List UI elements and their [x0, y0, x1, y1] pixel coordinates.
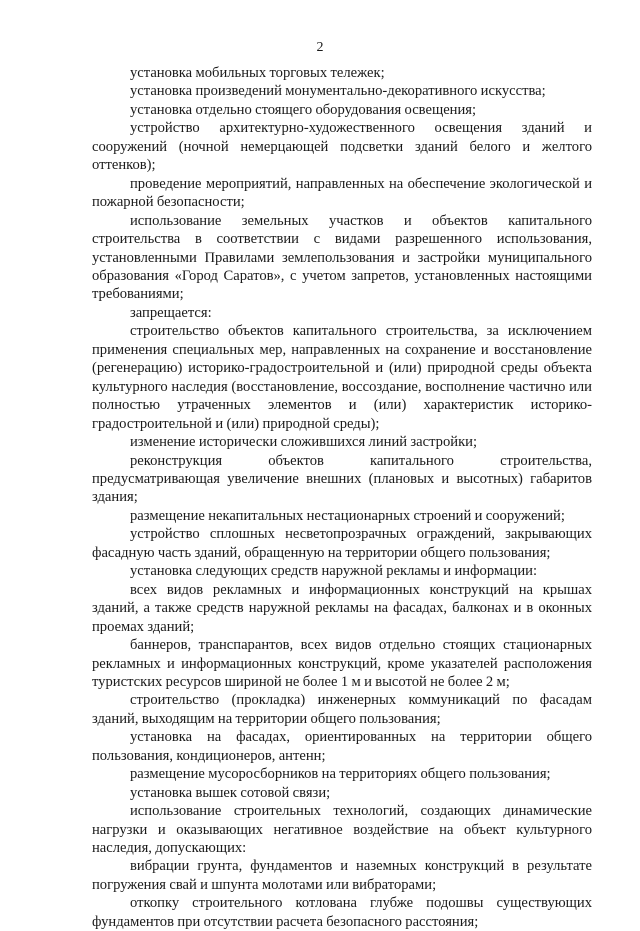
paragraph: установка отдельно стоящего оборудования освещения; [130, 101, 477, 118]
paragraph: устройство архитектурно-художественного освещения зданий и сооружений (ночной немерцающей подсветки зданий белого и желтого оттенков); [92, 120, 592, 174]
paragraph: вибрации грунта, фундаментов и наземных конструкций в результате погружения свай и шпунта молотами или вибраторами; [92, 858, 592, 893]
paragraph: проведение мероприятий, направленных на обеспечение экологической и пожарной безопасности; [92, 175, 592, 211]
paragraph: реконструкция объектов капитального строительства, предусматривающая увеличение внешних (плановых и высотных) габаритов здания; [92, 452, 592, 506]
paragraph: откопку строительного котлована глубже подошвы существующих фундаментов при отсутствии расчета безопасного расстояния; [92, 895, 592, 930]
paragraph: установка мобильных торговых тележек; [130, 65, 385, 81]
paragraph: установка вышек сотовой связи; [130, 784, 331, 801]
paragraph: использование земельных участков и объектов капитального строительства в соответствии с видами разрешенного использования, установленными Правилами землепользования и застройки муниципального образования «Город Саратов», с учетом запретов, установленных настоящими требованиями; [92, 212, 592, 303]
paragraph: строительство (прокладка) инженерных коммуникаций по фасадам зданий, выходящим на территории общего пользования; [92, 692, 592, 727]
paragraph: размещение некапитальных нестационарных строений и сооружений; [130, 507, 565, 524]
paragraph: всех видов рекламных и информационных конструкций на крышах зданий, а также средств наружной рекламы на фасадах, балконах и в оконных проемах зданий; [92, 581, 592, 635]
page-number: 2 [316, 40, 324, 55]
paragraph: установка следующих средств наружной рекламы и информации: [130, 563, 538, 580]
paragraph: установка на фасадах, ориентированных на территории общего пользования, кондиционеров, антенн; [92, 729, 592, 764]
paragraph: строительство объектов капитального строительства, за исключением применения специальных мер, направленных на сохранение и восстановление (регенерацию) историко-градостроительной и (или) природной среды объекта культурного наследия (восстановление, воссоздание, восполнение частично или полностью утраченных элементов и (или) характеристик историко-градостроительной и (или) природной среды); [92, 323, 592, 432]
paragraph: устройство сплошных несветопрозрачных ограждений, закрывающих фасадную часть зданий, обращенную на территории общего пользования; [92, 526, 592, 561]
paragraph: баннеров, транспарантов, всех видов отдельно стоящих стационарных рекламных и информационных конструкций, кроме указателей расположения туристских ресурсов шириной не более 1 м и высотой не более 2 м; [92, 637, 592, 690]
paragraph: использование строительных технологий, создающих динамические нагрузки и оказывающих негативное воздействие на объект культурного наследия, допускающих: [92, 803, 592, 857]
document-body [92, 64, 592, 931]
paragraph: запрещается: [130, 304, 212, 321]
paragraph: размещение мусоросборников на территориях общего пользования; [130, 766, 551, 783]
paragraph: установка произведений монументально-декоративного искусства; [130, 83, 546, 100]
paragraph: изменение исторически сложившихся линий застройки; [130, 434, 478, 451]
